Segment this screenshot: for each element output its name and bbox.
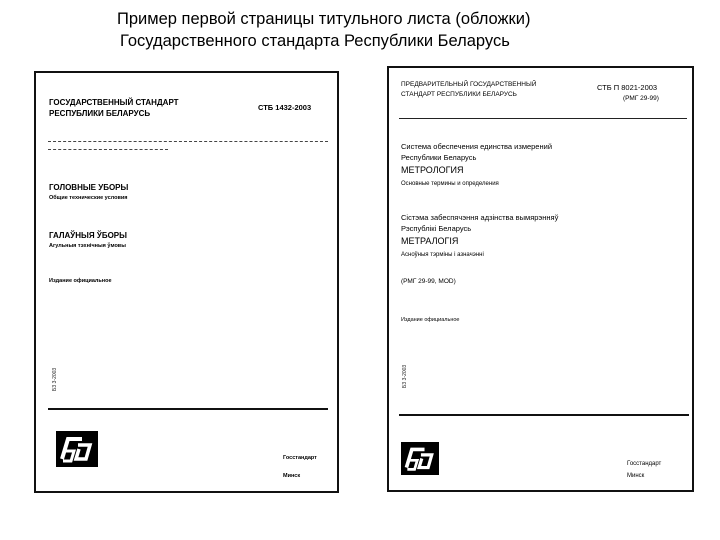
- stb-logo: [56, 431, 98, 467]
- publisher: Госстандарт: [627, 461, 662, 467]
- title-by: ГАЛАЎНЫЯ ЎБОРЫ: [49, 231, 127, 240]
- divider: [399, 118, 687, 119]
- cover-page-1: [34, 71, 339, 493]
- header-line2: РЕСПУБЛИКИ БЕЛАРУСЬ: [49, 109, 151, 118]
- side-code: БЗ 3-2003: [402, 364, 408, 388]
- publisher: Госстандарт: [283, 455, 317, 461]
- system-ru-line1: Система обеспечения единства измерений: [401, 142, 553, 151]
- standard-code-ref: (РМГ 29-99): [623, 95, 659, 102]
- side-code: БЗ 3-2003: [52, 367, 58, 391]
- slide-title-line2: Государственного стандарта Республики Беларусь: [120, 32, 510, 50]
- edition-note: Издание официальное: [49, 278, 112, 284]
- bottom-rule: [48, 408, 328, 410]
- stb-logo: [401, 442, 439, 475]
- header-line1: ПРЕДВАРИТЕЛЬНЫЙ ГОСУДАРСТВЕННЫЙ: [401, 81, 537, 88]
- subtitle-by: Асноўныя тэрміны і азначэнні: [401, 252, 484, 258]
- mod-reference: (РМГ 29-99, MOD): [401, 278, 456, 285]
- system-by-line1: Сістэма забеспячэння адзінства вымярэнняў: [401, 213, 559, 222]
- subtitle-ru: Основные термины и определения: [401, 181, 499, 187]
- system-ru-line2: Республики Беларусь: [401, 153, 477, 162]
- title-ru: МЕТРОЛОГИЯ: [401, 165, 464, 175]
- divider: [48, 149, 168, 150]
- divider: [48, 141, 328, 142]
- city: Минск: [283, 473, 301, 479]
- edition-note: Издание официальное: [401, 317, 460, 323]
- subtitle-ru: Общие технические условия: [49, 195, 128, 201]
- header-line1: ГОСУДАРСТВЕННЫЙ СТАНДАРТ: [49, 98, 179, 107]
- cover-page-2: [387, 66, 694, 492]
- system-by-line2: Рэспублікі Беларусь: [401, 224, 472, 233]
- standard-code: СТБ 1432-2003: [258, 103, 312, 112]
- slide-title-line1: Пример первой страницы титульного листа (обложки): [117, 10, 531, 28]
- subtitle-by: Агульныя тэхнічныя ўмовы: [49, 243, 126, 249]
- city: Минск: [627, 473, 645, 479]
- title-by: МЕТРАЛОГІЯ: [401, 236, 459, 246]
- title-ru: ГОЛОВНЫЕ УБОРЫ: [49, 183, 129, 192]
- header-line2: СТАНДАРТ РЕСПУБЛИКИ БЕЛАРУСЬ: [401, 91, 517, 98]
- standard-code: СТБ П 8021-2003: [597, 83, 658, 92]
- bottom-rule: [399, 414, 689, 416]
